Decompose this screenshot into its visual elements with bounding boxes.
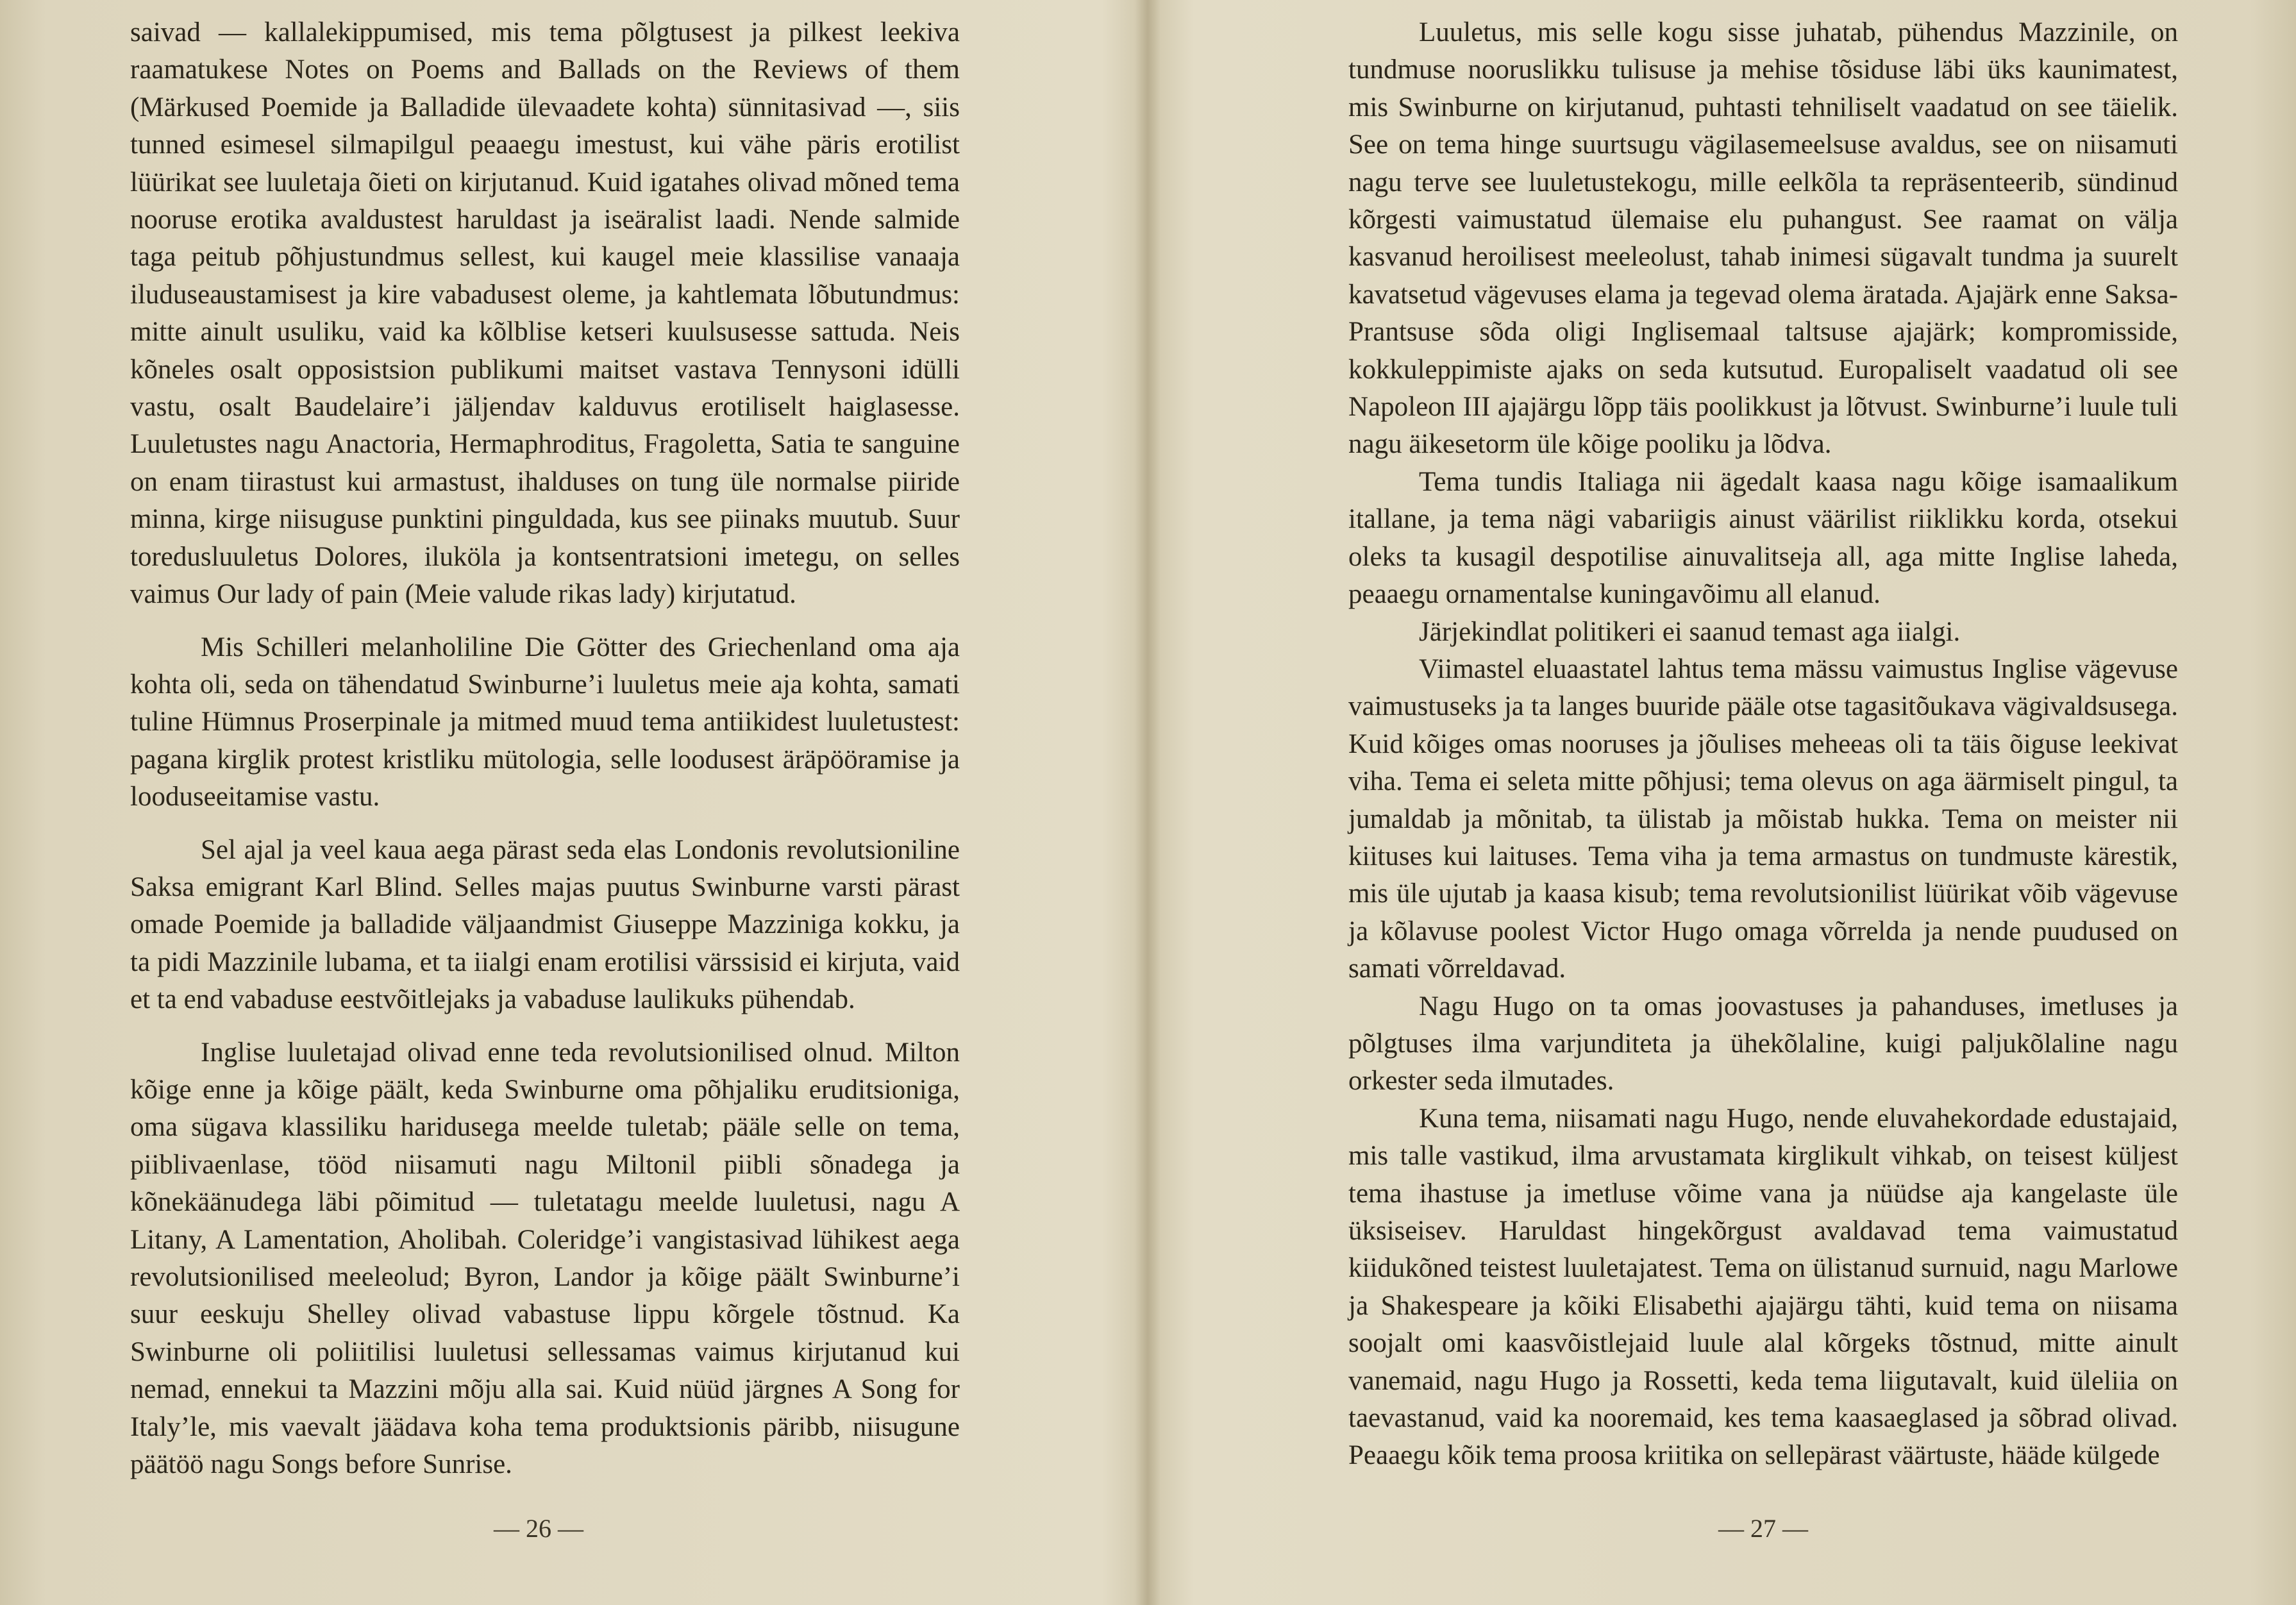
- left-paragraph-4: Inglise luuletajad olivad enne teda revolutsionilised olnud. Milton kõige enne ja kõige päält, keda Swinburne oma põhjaliku eruditsioniga, oma sügava klassiliku haridusega meelde tuletab; pääle selle on tema, piiblivaenlase, tööd niisamuti nagu Miltonil piibli sõnadega ja kõnekäänudega läbi põimitud — tuletatagu meelde luuletusi, nagu A Litany, A Lamentation, Aholibah. Coleridge’i vangistasivad lühikest aega revolutsionilised meeleolud; Byron, Landor ja kõige päält Swinburne’i suur eeskuju Shelley olivad vabastuse lippu kõrgele tõstnud. Ka Swinburne oli poliitilisi luuletusi sellessamas vaimus kirjutanud kui nemad, ennekui ta Mazzini mõju alla sai. Kuid nüüd järgnes A Song for Italy’le, mis vaevalt jäädava koha tema produktsionis päribb, niisugune päätöö nagu Songs before Sunrise.: [130, 1037, 960, 1480]
- left-paragraph-1: saivad — kallalekippumised, mis tema põlgtusest ja pilkest leekiva raamatukese Notes on Poems and Ballads on the Reviews of them (Märkused Poemide ja Balladide ülevaadete kohta) sünnitasivad —, siis tunned esimesel silmapilgul peaaegu imestust, kui vähe päris erotilist lüürikat see luuletaja õieti on kirjutanud. Kuid igatahes olivad mõned tema nooruse erotika avaldustest haruldast ja iseäralist laadi. Nende salmide taga peitub põhjustundmus sellest, kui kaugel meie klassilise vanaaja iluduseaustamisest ja kire vabadusest oleme, ja kahtlemata lõbutundmus: mitte ainult usuliku, vaid ka kõlblise ketseri kuulsusesse sattuda. Neis kõneles osalt opposistsion publikumi maitset vastava Tennysoni idülli vastu, osalt Baudelaire’i jäljendav kalduvus erotiliselt haiglasesse. Luuletustes nagu Anactoria, Hermaphroditus, Fragoletta, Satia te sanguine on enam tiirastust kui armastust, ihalduses on tung üle normalse piiride minna, kirge niisuguse punktini pinguldada, kus see piinaks muutub. Suur toredusluuletus Dolores, iluköla ja kontsentratsioni imetegu, on selles vaimus Our lady of pain (Meie valude rikas lady) kirjutatud.: [130, 17, 960, 610]
- right-paragraph-5: Nagu Hugo on ta omas joovastuses ja pahanduses, imetluses ja põlgtuses ilma varjunditeta ja ühekõlaline, kuigi paljukõlaline nagu orkester seda ilmutades.: [1348, 991, 2178, 1097]
- left-page: [130, 14, 960, 1483]
- right-paragraph-1: Luuletus, mis selle kogu sisse juhatab, pühendus Mazzinile, on tundmuse nooruslikku tulisuse ja mehise tõsiduse läbi üks kaunimatest, mis Swinburne on kirjutanud, puhtasti tehniliselt vaadatud on see täielik. See on tema hinge suurtsugu vägilasemeelsuse avaldus, see on niisamuti nagu terve see luuletustekogu, mille eelkõla ta repräsenteerib, sündinud kõrgesti vaimustatud ülemaise elu puhangust. See raamat on välja kasvanud heroilisest meeleolust, tahab inimesi sügavalt tundma ja suurelt kavatsetud vägevuses elama ja tegevad olema äratada. Ajajärk enne Saksa-Prantsuse sõda oligi Inglisemaal taltsuse ajajärk; kompromisside, kokkuleppimiste ajaks on seda kutsutud. Europaliselt vaadatud oli see Napoleon III ajajärgu lõpp täis poolikkust ja lõtvust. Swinburne’i luule tuli nagu äikesetorm üle kõige pooliku ja lõdva.: [1348, 17, 2178, 460]
- left-paragraph-3: Sel ajal ja veel kaua aega pärast seda elas Londonis revolutsioniline Saksa emigrant Karl Blind. Selles majas puutus Swinburne varsti pärast omade Poemide ja balladide väljaandmist Giuseppe Mazziniga kokku, ja ta pidi Mazzinile lubama, et ta iialgi enam erotilisi värssisid ei kirjuta, vaid et ta end vabaduse eestvõitlejaks ja vabaduse laulikuks pühendab.: [130, 834, 960, 1015]
- right-paragraph-2: Tema tundis Italiaga nii ägedalt kaasa nagu kõige isamaalikum itallane, ja tema nägi vabariigis ainust väärilist riiklikku korda, otsekui oleks ta kusagil despotilise ainuvalitseja all, aga mitte Inglise laheda, peaaegu ornamentalse kuningavõimu all elanud.: [1348, 466, 2178, 610]
- page-number-left: — 26 —: [494, 1514, 583, 1543]
- book-gutter: [1135, 0, 1161, 1605]
- right-paragraph-6: Kuna tema, niisamati nagu Hugo, nende eluvahekordade edustajaid, mis talle vastikud, ilma arvustamata kirglikult vihkab, on teisest küljest tema ihastuse ja imetluse võime vana ja nüüdse aja kangelaste üle üksiseisev. Haruldast hingekõrgust avaldavad tema vaimustatud kiidukõned teistest luuletajatest. Tema on ülistanud surnuid, nagu Marlowe ja Shakespeare ja kõiki Elisabethi ajajärgu tähti, kuid tema on niisama soojalt omi kaasvõistlejaid luule alal kõrgeks tõstnud, mitte ainult vanemaid, nagu Hugo ja Rossetti, keda tema liigutavalt, kuid üleliia on taevastanud, vaid ka nooremaid, kes tema kaasaeglased ja sõbrad olivad. Peaaegu kõik tema proosa kriitika on sellepärast väärtuste, hääde külgede: [1348, 1103, 2178, 1471]
- page-number-right: — 27 —: [1718, 1514, 1808, 1543]
- left-paragraph-2: Mis Schilleri melanholiline Die Götter des Griechenland oma aja kohta oli, seda on tähendatud Swinburne’i luuletus meie aja kohta, samati tuline Hümnus Proserpinale ja mitmed muud tema antiikidest luuletustest: pagana kirglik protest kristliku mütologia, selle loodusest äräpööramise ja looduseeitamise vastu.: [130, 632, 960, 812]
- right-paragraph-4: Viimastel eluaastatel lahtus tema mässu vaimustus Inglise vägevuse vaimustuseks ja ta langes buuride pääle otse tagasitõukava vägivaldsusega. Kuid kõiges omas nooruses ja jõulises meheeas oli ta täis õiguse leekivat viha. Tema ei seleta mitte põhjusi; tema olevus on aga äärmiselt pingul, ta jumaldab ja mõnitab, ta ülistab ja mõistab hukka. Tema on meister nii kiituses kui laituses. Tema viha ja tema armastus on tundmuste kärestik, mis üle ujutab ja kaasa kisub; tema revolutsionilist lüürikat võib vägevuse ja kõlavuse poolest Victor Hugo omaga võrrelda ja nende puudused on samati võrreldavad.: [1348, 653, 2178, 984]
- right-paragraph-3: Järjekindlat politikeri ei saanud temast aga iialgi.: [1419, 616, 1961, 647]
- right-page: [1348, 14, 2178, 1475]
